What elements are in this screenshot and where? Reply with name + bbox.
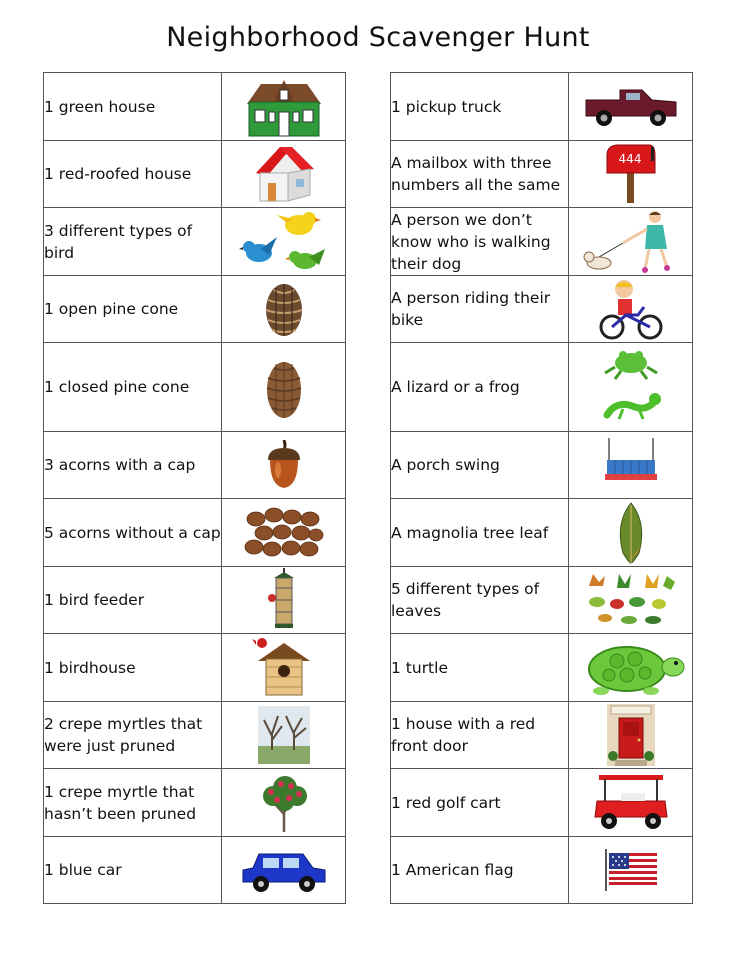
item-label: 1 green house — [44, 73, 222, 141]
checklist-row — [44, 73, 346, 141]
checklist-row — [391, 702, 693, 769]
page-title: Neighborhood Scavenger Hunt — [166, 22, 590, 53]
checklist-row — [391, 432, 693, 499]
checklist-row — [44, 567, 346, 634]
porch-swing-icon — [601, 438, 661, 492]
checklist-row — [44, 837, 346, 904]
checklist-row — [44, 499, 346, 567]
checklist-row — [44, 276, 346, 343]
checklist-row — [391, 276, 693, 343]
checklist-row — [391, 769, 693, 837]
american-flag-icon — [603, 849, 659, 891]
item-label: 5 different types of leaves — [391, 567, 569, 634]
item-label: A porch swing — [391, 432, 569, 499]
item-label: 2 crepe myrtles that were just pruned — [44, 702, 222, 769]
item-label: 1 red golf cart — [391, 769, 569, 837]
item-label: 1 pickup truck — [391, 73, 569, 141]
magnolia-leaf-icon — [615, 501, 647, 565]
bike-rider-icon — [598, 277, 664, 341]
item-label: 3 different types of bird — [44, 208, 222, 276]
checklist-row — [44, 141, 346, 208]
item-label: A person we don’t know who is walking their dog — [391, 208, 569, 276]
checklist-row — [44, 634, 346, 702]
green-house-icon — [243, 76, 325, 138]
checklist-row — [44, 432, 346, 499]
lizard-frog-icon — [601, 347, 661, 427]
item-label: 3 acorns with a cap — [44, 432, 222, 499]
closed-pine-cone-icon — [264, 354, 304, 420]
item-label: A lizard or a frog — [391, 343, 569, 432]
mailbox-number: 444 — [618, 152, 641, 166]
checklist-row — [391, 141, 693, 208]
checklist-row — [44, 769, 346, 837]
leaves-icon — [583, 572, 679, 628]
acorns-without-cap-icon — [244, 505, 324, 561]
item-label: A person riding their bike — [391, 276, 569, 343]
item-label: 1 red-roofed house — [44, 141, 222, 208]
dog-walker-icon — [583, 209, 679, 275]
checklist-row — [391, 837, 693, 904]
checklist-row — [44, 343, 346, 432]
item-label: 1 open pine cone — [44, 276, 222, 343]
checklist-row — [391, 343, 693, 432]
checklist-row — [44, 208, 346, 276]
checklist-row — [44, 702, 346, 769]
blue-car-icon — [239, 846, 329, 894]
red-front-door-icon — [607, 704, 655, 766]
left-checklist-table — [43, 72, 346, 904]
item-label: 1 blue car — [44, 837, 222, 904]
right-checklist-table — [390, 72, 693, 904]
turtle-icon — [577, 639, 685, 697]
item-label: 1 house with a red front door — [391, 702, 569, 769]
item-label: 1 crepe myrtle that hasn’t been pruned — [44, 769, 222, 837]
item-label: 1 American flag — [391, 837, 569, 904]
item-label: A mailbox with three numbers all the same — [391, 141, 569, 208]
birds-icon — [239, 209, 329, 275]
open-pine-cone-icon — [262, 280, 306, 338]
bird-feeder-icon — [266, 568, 302, 632]
item-label: 1 turtle — [391, 634, 569, 702]
golf-cart-icon — [591, 773, 671, 833]
unpruned-crepe-myrtle-icon — [255, 774, 313, 832]
red-roofed-house-icon — [252, 143, 316, 205]
checklist-row — [391, 73, 693, 141]
checklist-row — [391, 567, 693, 634]
mailbox-icon — [603, 143, 659, 205]
birdhouse-icon — [252, 637, 316, 699]
checklist-row — [391, 208, 693, 276]
item-label: A magnolia tree leaf — [391, 499, 569, 567]
checklist-row — [391, 499, 693, 567]
item-label: 1 birdhouse — [44, 634, 222, 702]
pickup-truck-icon — [582, 84, 680, 130]
checklist-row — [391, 634, 693, 702]
item-label: 1 closed pine cone — [44, 343, 222, 432]
item-label: 1 bird feeder — [44, 567, 222, 634]
acorn-icon — [264, 440, 304, 490]
item-label: 5 acorns without a cap — [44, 499, 222, 567]
pruned-crepe-myrtles-icon — [258, 706, 310, 764]
